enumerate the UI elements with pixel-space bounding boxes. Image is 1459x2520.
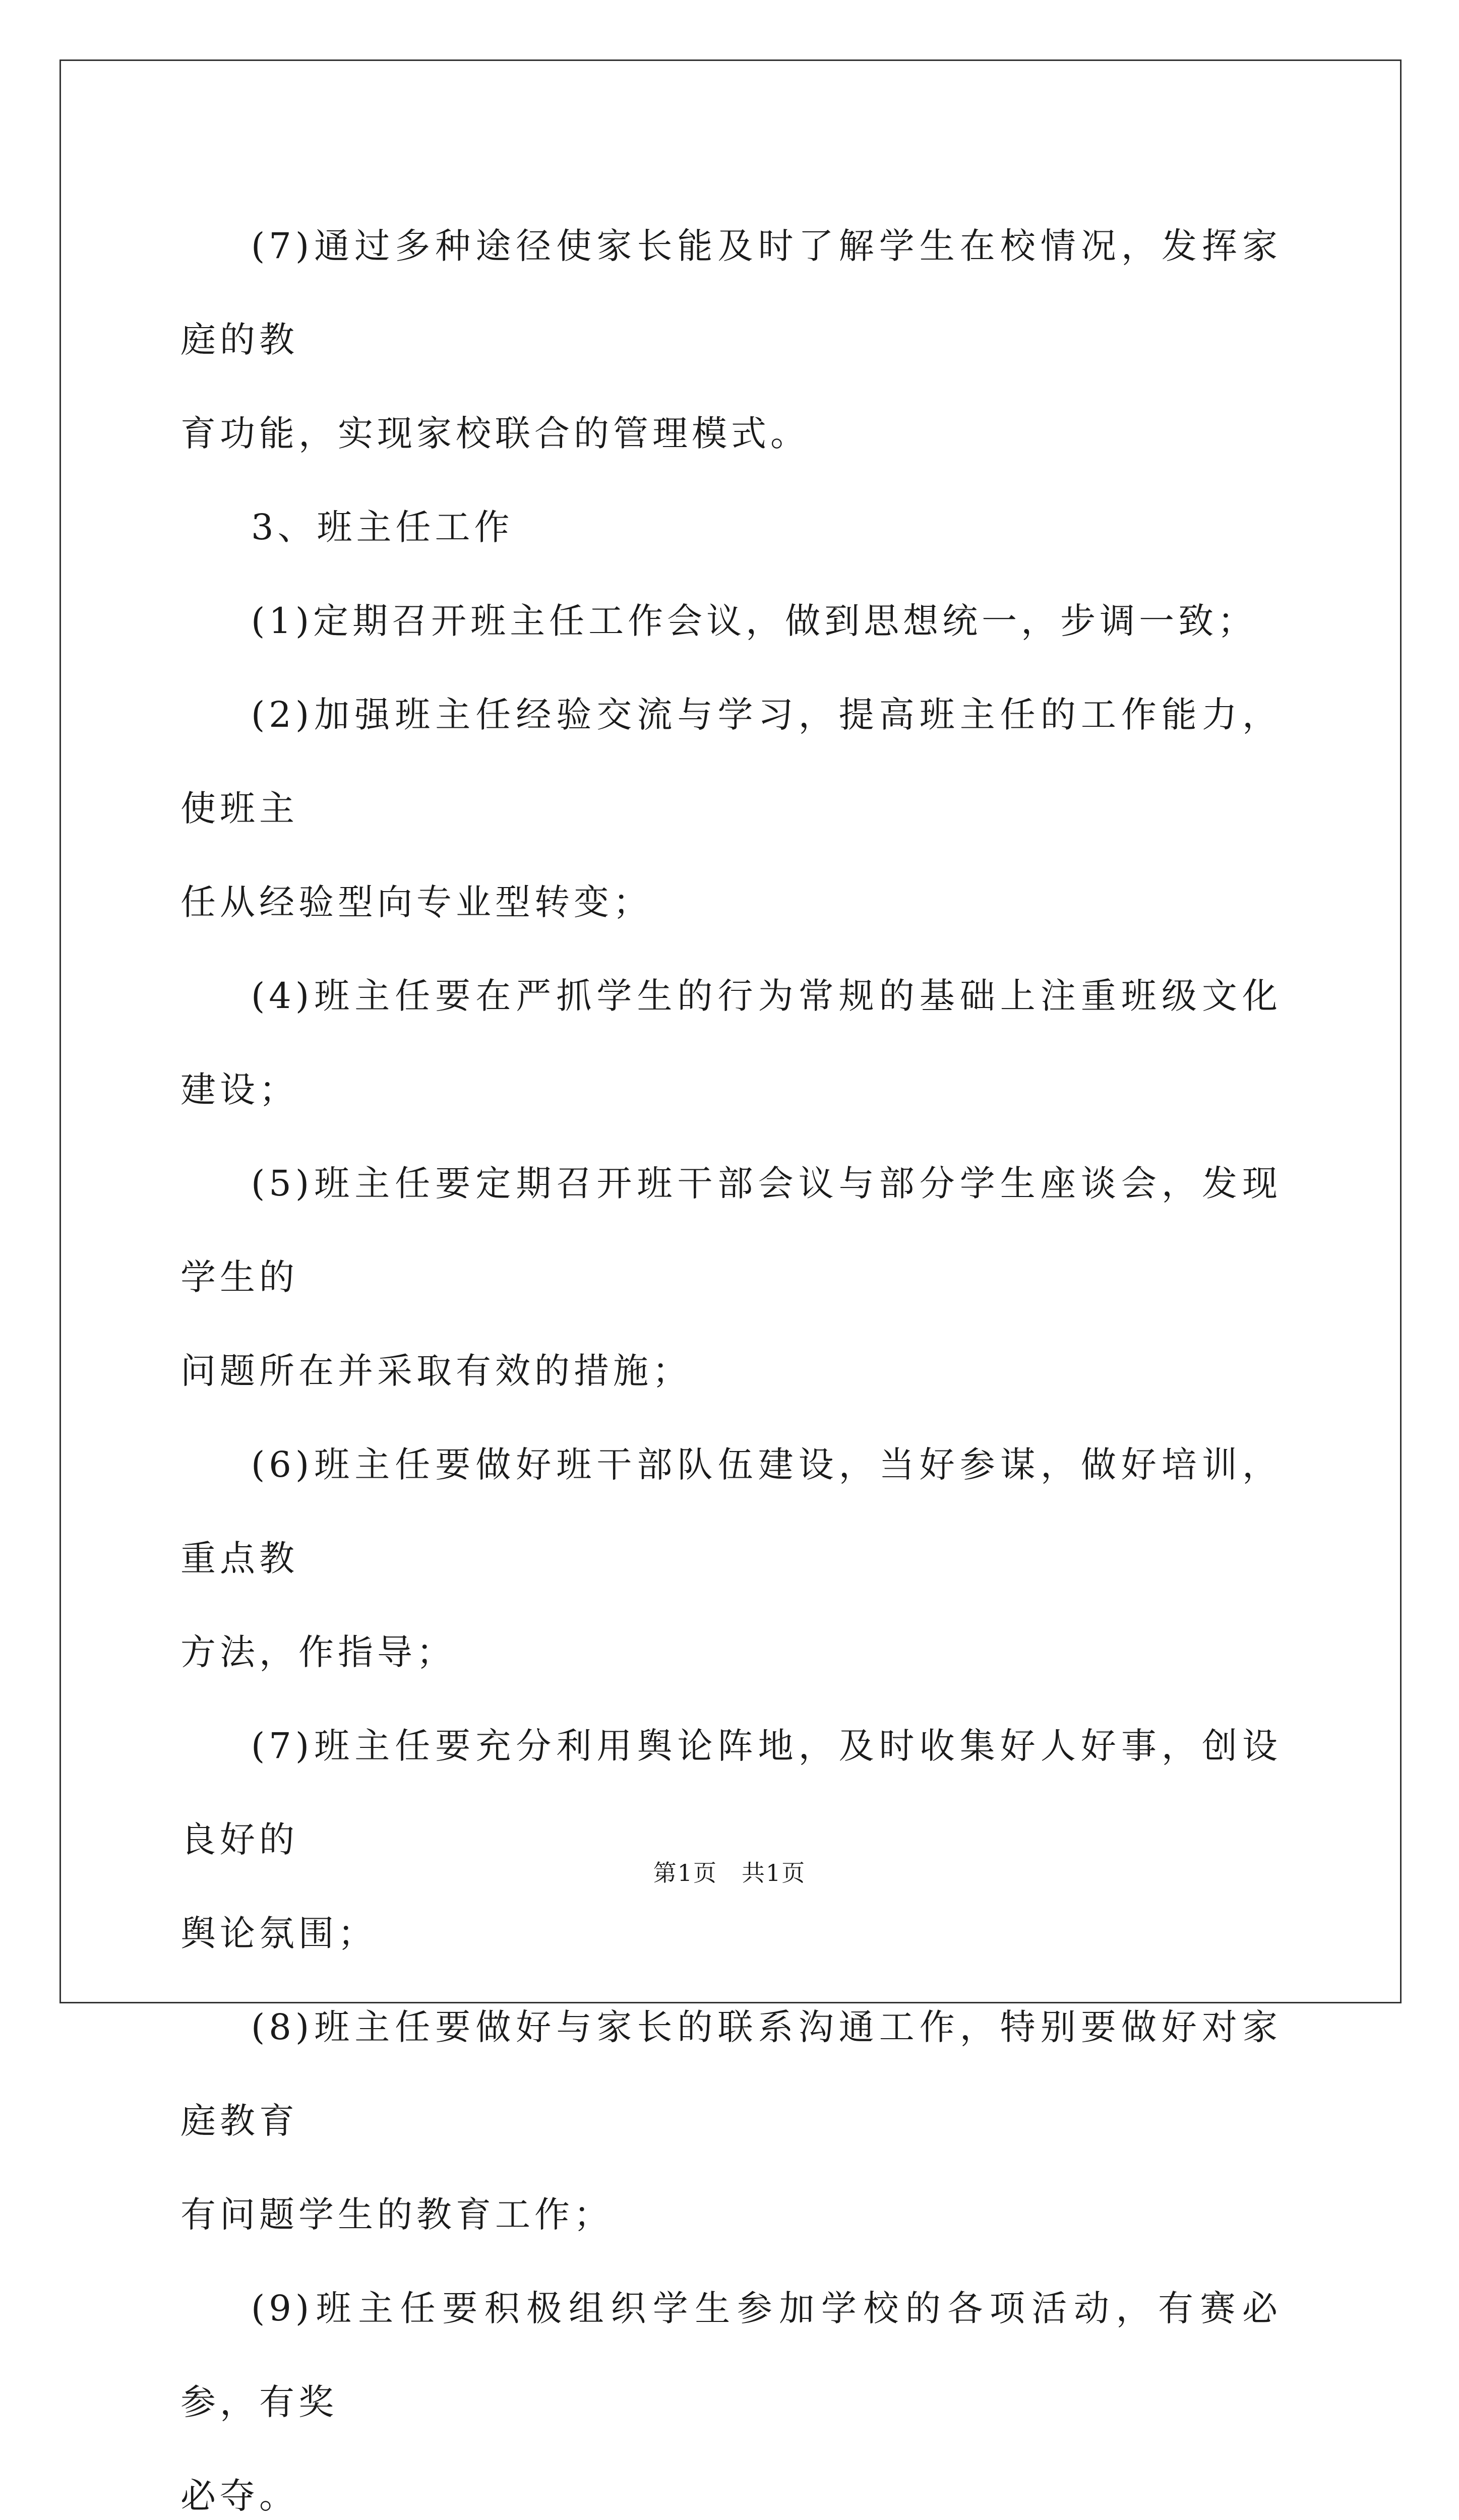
paragraph-6	[180, 1137, 1282, 1418]
paragraph-line: 必夺。	[180, 2475, 298, 2516]
paragraph-line: (7)通过多种途径使家长能及时了解学生在校情况，发挥家庭的教	[180, 225, 1282, 360]
paragraph-4	[180, 668, 1282, 949]
paragraph-line: (7)班主任要充分利用舆论阵地，及时收集好人好事，创设良好的	[180, 1725, 1282, 1860]
paragraph-line: 有问题学生的教育工作；	[180, 2194, 613, 2235]
section-heading	[180, 480, 1282, 574]
document-body	[180, 199, 1282, 2520]
paragraph-line: 问题所在并采取有效的措施；	[180, 1350, 692, 1392]
paragraph-5	[180, 949, 1282, 1137]
paragraph-line: (6)班主任要做好班干部队伍建设，当好参谋，做好培训，重点教	[180, 1444, 1282, 1579]
paragraph-line: 方法，作指导；	[180, 1631, 456, 1673]
paragraph-9	[180, 1980, 1282, 2261]
paragraph-7	[180, 1418, 1282, 1699]
paragraph-line: 任从经验型向专业型转变；	[180, 881, 652, 923]
page-number-footer: 第1页 共1页	[653, 1859, 806, 1886]
paragraph-line: (2)加强班主任经验交流与学习，提高班主任的工作能力，使班主	[180, 694, 1282, 829]
paragraph-line: 育功能，实现家校联合的管理模式。	[180, 413, 810, 454]
paragraph-3	[180, 574, 1282, 668]
paragraph-line: (8)班主任要做好与家长的联系沟通工作，特别要做好对家庭教育	[180, 2006, 1282, 2141]
paragraph-8	[180, 1699, 1282, 1980]
paragraph-line: (1)定期召开班主任工作会议，做到思想统一，步调一致；	[251, 600, 1257, 642]
paragraph-line: (9)班主任要积极组织学生参加学校的各项活动，有赛必参，有奖	[180, 2288, 1282, 2423]
paragraph-line: 3、班主任工作	[251, 507, 514, 548]
paragraph-10	[180, 2261, 1282, 2520]
paragraph-line: 舆论氛围；	[180, 1913, 377, 1954]
paragraph-1	[180, 199, 1282, 480]
paragraph-line: (4)班主任要在严抓学生的行为常规的基础上注重班级文化建设；	[180, 975, 1282, 1110]
paragraph-line: (5)班主任要定期召开班干部会议与部分学生座谈会，发现学生的	[180, 1163, 1282, 1298]
